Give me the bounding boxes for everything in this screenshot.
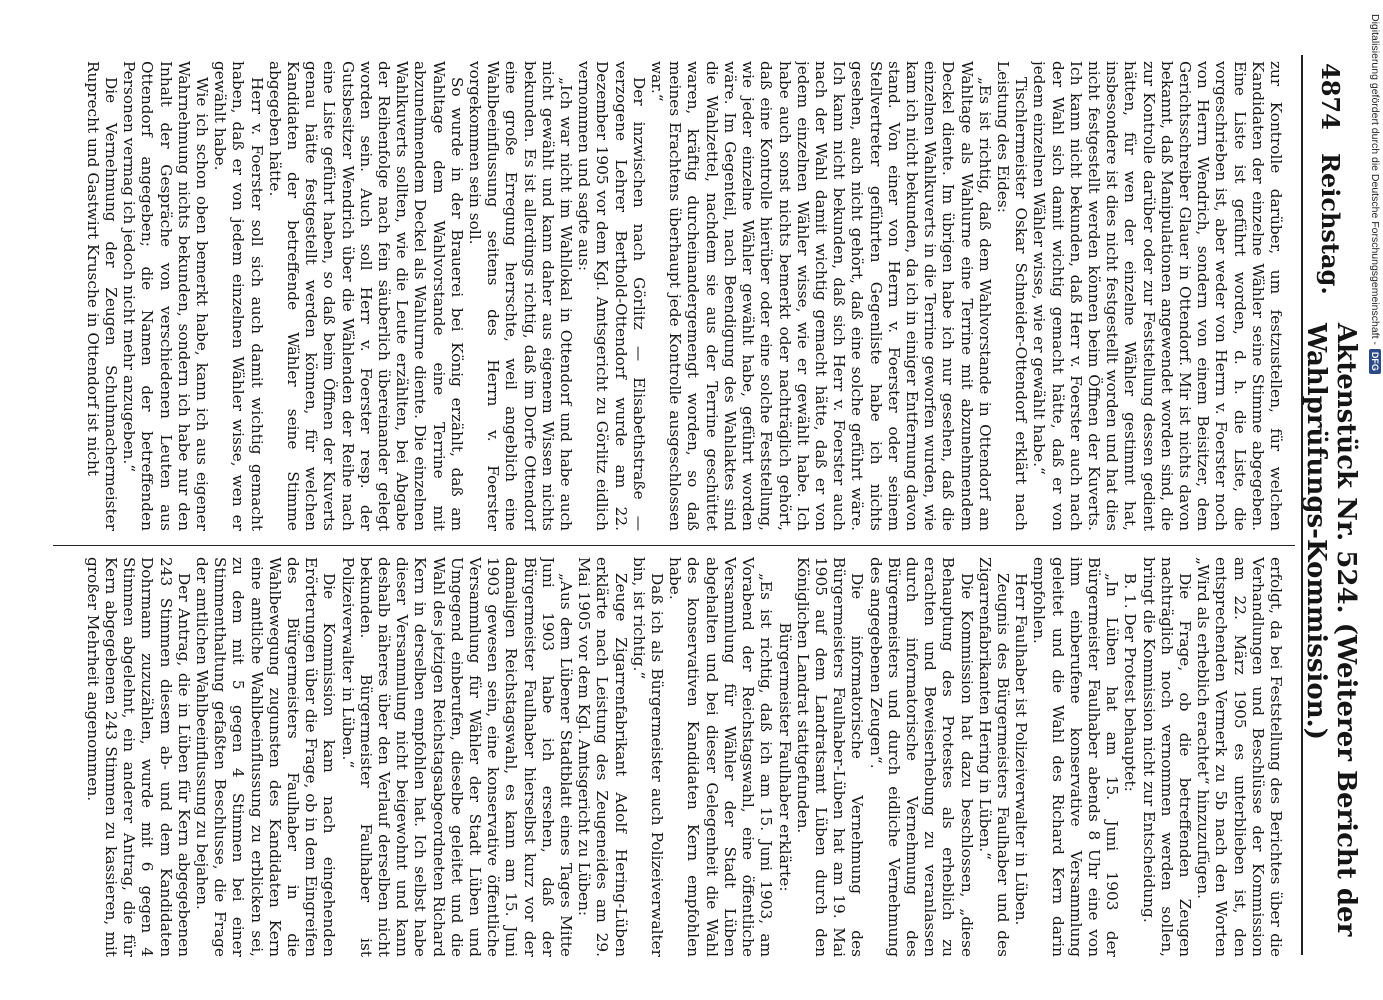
paragraph: „In Lüben hat am 15. Juni 1903 der Bürgermeister Faulhaber abends 8 Uhr eine von ihm einberufene konservative Versammlung geleitet und die Wahl des Richard Kern darin empfohlen.: [1030, 557, 1122, 957]
document-page: [45, 45, 1365, 965]
paragraph: Herr Faulhaber ist Polizeiverwalter in Lüben.: [1012, 573, 1031, 926]
footer-text-rotated: [1368, 14, 1382, 986]
paragraph: B. 1. Der Protest behauptet:: [1121, 573, 1140, 792]
running-head-title: Aktenstück Nr. 524. (Weiterer Bericht der Wahlprüfungs-Kommission.): [1301, 323, 1361, 937]
page-number: 4874: [1316, 63, 1346, 130]
paragraph: „Aus dem Lübener Stadtblatt eines Tages Mitte Juni 1903 habe ich ersehen, daß der Bürgermeister Faulhaber hierselbst kurz vor der damaligen Reichstagswahl, es kann am 15. Juni 1903 gewesen sein, eine konservative öffentliche Versammlung für Wähler der Stadt Lüben und Umgegend einberufen, dieselbe geleitet und die Wahl des jetzigen Reichstagsabgeordneten Richard Kern in derselben empfohlen hat. Ich selbst habe dieser Versammlung nicht beigewohnt und kann deshalb näheres über den Verlauf derselben nicht bekunden. Bürgermeister Faulhaber ist Polizeiverwalter in Lüben.“: [338, 557, 576, 957]
paragraph: So wurde in der Brauerei bei König erzählt, daß am Wahltage dem Wahlvorstande eine Terrine mit abzunehmendem Deckel als Wahlurne diente. Die einzelnen Wahlkuverts sollten, wie die Leute erzählten, bei Abgabe der Reihenfolge nach fein säuberlich übereinander gelegt worden sein. Auch soll Herr v. Foerster resp. der Gutsbesitzer Wendrich über die Wählenden der Reihe nach eine Liste geführt haben, so daß beim Öffnen der Kuverts genau hätte festgestellt werden können, für welchen Kandidaten der betreffende Wähler seine Stimme abgegeben hätte.: [265, 61, 466, 531]
paragraph: Daß ich als Bürgermeister auch Polizeiverwalter bin, ist richtig.“: [629, 557, 667, 957]
paragraph: Bürgermeister Faulhaber erklärte:: [775, 622, 794, 892]
paragraph: Wie ich schon oben bemerkt habe, kann ich aus eigener Wahrnehmung nichts bekunden, sondern ich habe nur den Inhalt der Gespräche von verschiedenen Leuten aus Ottendorf angegeben; die Namen der betreffenden Personen vermag ich jedoch nicht mehr anzugeben.“: [120, 61, 212, 531]
header-rule: [1301, 55, 1303, 955]
paragraph: Tischlermeister Oskar Schneider-Ottendorf erklärt nach Leistung des Eides:: [993, 61, 1031, 531]
funding-credit: Digitalisierung gefördert durch die Deutsche Forschungsgemeinschaft -: [1369, 14, 1381, 345]
paragraph: Die Vernehmung der Zeugen Schuhmachermeister Ruprecht und Gastwirt Krusche in Ottendorf ist nicht: [83, 61, 120, 531]
rotated-page-content: [45, 45, 1365, 965]
paragraph: Der Antrag, die in Lüben für Kern abgegebenen 243 Stimmen diesem ab- und dem Kandidaten Dohrmann zuzuzählen, wurde mit 6 gegen 4 Stimmen abgelehnt, ein anderer Antrag, die für Kern abgegebenen 243 Stimmen zu kassieren, mit großer Mehrheit angenommen.: [83, 557, 193, 957]
paragraph: Die Frage, ob die betreffenden Zeugen nachträglich noch vernommen werden sollen, bringt die Kommission nicht zur Entscheidung.: [1139, 557, 1194, 957]
paragraph: Der inzwischen nach Görlitz — Elisabethstraße — verzogene Lehrer Berthold-Ottendorf wurde am 22. Dezember 1905 vor dem Kgl. Amtsgericht zu Görlitz eidlich vernommen und sagte aus:: [575, 61, 648, 531]
paragraph: Herr v. Foerster soll sich auch damit wichtig gemacht haben, daß er von jedem einzelnen Wähler wisse, wen er gewählt habe.: [211, 61, 266, 531]
paragraph: zur Kontrolle darüber, um festzustellen, für welchen Kandidaten der einzelne Wähler seine Stimme abgegeben. Eine Liste ist geführt worden, d. h. die Liste, die vorgeschrieben ist, aber weder von Herrn v. Foerster noch von Herrn Wendrich, sondern von einem Beisitzer, dem Gerichtsschreiber Glauer in Ottendorf. Mir ist nichts davon bekannt, daß Manipulationen angewendet worden sind, die zur Kontrolle darüber oder zur Feststellung dessen gedient hätten, für wen der einzelne Wähler gestimmt hat, insbesondere ist dies nicht festgestellt worden und hat dies nicht festgestellt werden können beim Öffnen der Kuverts. Ich kann nicht bekunden, daß Herr v. Foerster auch nach der Wahl sich damit wichtig gemacht hätte, daß er von jedem einzelnen Wähler wisse, wie er gewählt habe.“: [1030, 61, 1285, 531]
dfg-logo: DFG: [1369, 349, 1381, 374]
right-column: [57, 557, 1285, 957]
column-divider: [53, 545, 1295, 546]
paragraph: „Ich war nicht im Wahllokal in Ottendorf und habe auch nicht gewählt und kann daher aus eigenem Wissen nichts bekunden. Es ist allerdings richtig, daß im Dorfe Ottendorf eine große Erregung herrschte, weil angeblich eine Wahlbeeinflussung seitens des Herrn v. Foerster vorgekommen sein soll.: [466, 61, 576, 531]
paragraph: „Es ist richtig, daß ich am 15. Juni 1903, am Vorabend der Reichstagswahl, eine öffentliche Versammlung für Wähler der Stadt Lüben abgehalten und bei dieser Gelegenheit die Wahl des konservativen Kandidaten Kern empfohlen habe.: [666, 557, 776, 957]
paragraph: „Es ist richtig, daß dem Wahlvorstande in Ottendorf am Wahltage als Wahlurne eine Terrine mit abzunehmendem Deckel diente. Im übrigen habe ich nur gesehen, daß die einzelnen Wahlkuverts in die Terrine geworfen wurden, wie kam ich nicht bekunden, da ich in einiger Entfernung davon stand. Von einer von Herrn v. Foerster oder seinem Stellvertreter geführten Gegenliste habe ich nichts gesehen, auch nicht gehört, daß eine solche geführt wäre. Ich kann nicht bekunden, daß sich Herr v. Foerster auch nach der Wahl damit wichtig gemacht hätte, daß er von jedem einzelnen Wähler wisse, wie er gewählt habe. Ich habe auch sonst nichts bemerkt oder nachträglich gehört, daß eine Kontrolle hierüber oder eine solche Feststellung, wie jeder einzelne Wähler gewählt habe, geführt worden wäre. Im Gegenteil, nach Beendigung des Wahlaktes sind die Wahlzettel, nachdem sie aus der Terrine geschüttet waren, kräftig durcheinandergemengt worden, so daß meines Erachtens überhaupt jede Kontrolle ausgeschlossen war.“: [648, 61, 994, 531]
paragraph: erfolgt, da bei Feststellung des Berichtes über die Verhandlungen und Beschlüsse der Kommission am 22. März 1905 es unterblieben ist, den entsprechenden Vermerk zu 5b nach den Worten „Wird als erheblich erachtet“ hinzuzufügen.: [1194, 557, 1285, 957]
left-column: [57, 61, 1285, 531]
paragraph: Die informatorische Vernehmung des Bürgermeisters Faulhaber-Lüben hat am 19. Mai 1905 auf dem Landratsamt Lüben durch den Königlichen Landrat stattgefunden.: [793, 557, 867, 957]
running-head-left: Reichstag.: [1316, 153, 1346, 295]
paragraph: Die Kommission hat dazu beschlossen, „diese Behauptung des Protestes als erheblich zu erachten und Beweiserhebung zu veranlassen durch informatorische Vernehmung des Bürgermeisters und durch eidliche Vernehmung des angegebenen Zeugen“.: [866, 557, 976, 957]
paragraph: Zeugnis des Bürgermeisters Faulhaber und des Zigarrenfabrikanten Hering in Lüben.“: [975, 557, 1012, 957]
paragraph: Zeuge Zigarrenfabrikant Adolf Hering-Lüben erklärte nach Leistung des Zeugeneides am 29. Mai 1905 vor dem Kgl. Amtsgericht zu Lüben:: [575, 557, 630, 957]
paragraph: Die Kommission kam nach eingehenden Erörterungen über die Frage, ob in dem Eingreifen des Bürgermeisters Faulhaber in die Wahlbewegung zugunsten des Kandidaten Kern eine amtliche Wahlbeeinflussung zu erblicken sei, zu dem mit 5 gegen 4 Stimmen bei einer Stimmenthaltung gefaßten Beschlusse, die Frage der amtlichen Wahlbeeinflussung zu bejahen.: [193, 557, 339, 957]
page-header: [1301, 63, 1361, 955]
digitization-footer: [1368, 14, 1382, 986]
